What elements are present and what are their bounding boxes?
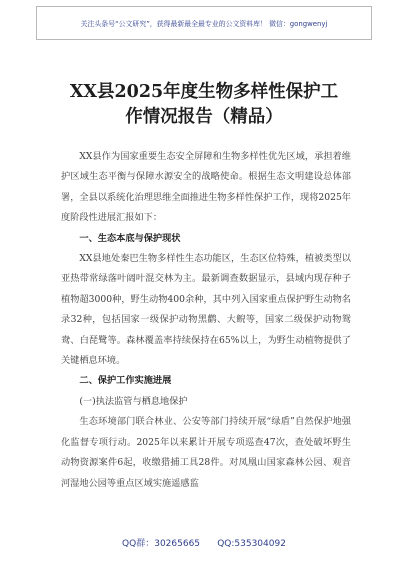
title-line-2: 作情况报告（精品） <box>125 107 283 127</box>
title-line-1: XX县2025年度生物多样性保护工 <box>69 82 339 102</box>
header-notice-banner <box>36 6 372 40</box>
intro-paragraph: XX县作为国家重要生态安全屏障和生物多样性优先区域，承担着维护区域生态平衡与保障水源安全的战略使命。根据生态文明建设总体部署，全县以系统化治理思维全面推进生物多样性保护工作，现将2025年度阶段性进展汇报如下： <box>61 151 351 224</box>
section-1-paragraph: XX县地处秦巴生物多样性生态功能区，生态区位特殊，植被类型以亚热带常绿落叶阔叶混交林为主。最新调查数据显示，县域内现存种子植物超3000种，野生动物400余种，其中列入国家重点保护野生动物名录32种，包括国家一级保护动物黑鹳、大鲵等，国家二级保护动物鸳鸯、白琵鹭等。森林覆盖率持续保持在65%以上，为野生动植物提供了关键栖息环境。 <box>61 253 351 367</box>
document-body <box>61 147 351 494</box>
document-title <box>0 80 408 130</box>
header-notice-text: 关注头条号“公文研究”，获得最新最全最专业的公文资料库！ 微信：gongwenyj <box>80 20 328 28</box>
section-2-subheading: (一)执法监管与栖息地保护 <box>79 395 188 407</box>
footer-qq-group: QQ群：30265665 <box>122 539 201 549</box>
footer-contact <box>0 536 408 549</box>
section-1-heading: 一、生态本底与保护现状 <box>79 232 181 244</box>
footer-qq: QQ:535304092 <box>217 539 286 549</box>
section-2-paragraph: 生态环境部门联合林业、公安等部门持续开展“绿盾”自然保护地强化监督专项行动。2025年以来累计开展专项巡查47次，查处破坏野生动物资源案件6起，收缴猎捕工具28件。对凤凰山国家森林公园、观音河湿地公园等重点区域实施遥感监 <box>61 416 351 489</box>
section-2-heading: 二、保护工作实施进展 <box>79 375 172 387</box>
